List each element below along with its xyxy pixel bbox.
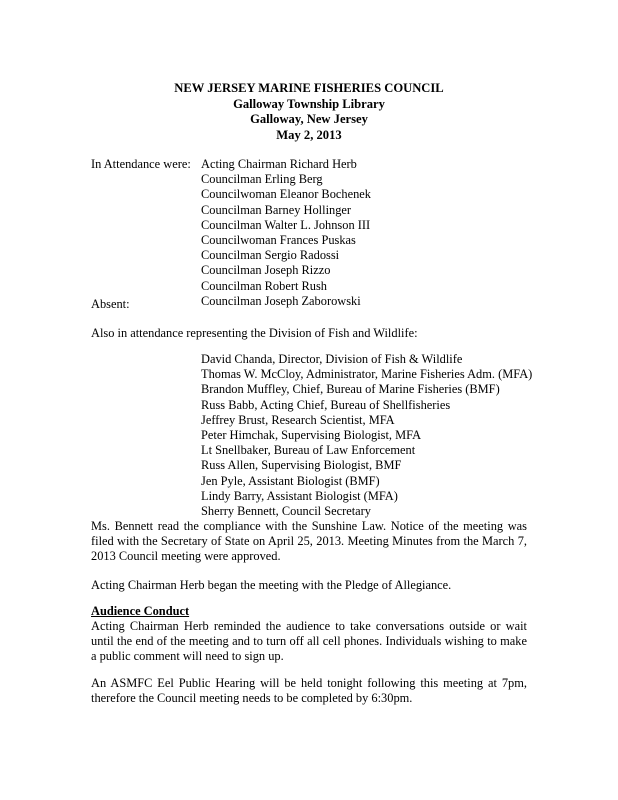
attendee: Councilman Joseph Rizzo — [201, 263, 331, 278]
attendee: Councilwoman Eleanor Bochenek — [201, 187, 371, 202]
meeting-date: May 2, 2013 — [276, 127, 342, 142]
staff-member: Russ Allen, Supervising Biologist, BMF — [201, 458, 402, 473]
audience-conduct-heading: Audience Conduct — [91, 604, 190, 618]
absent-label: Absent: — [91, 297, 130, 311]
staff-member: Jen Pyle, Assistant Biologist (BMF) — [201, 473, 380, 488]
staff-member: Lt Snellbaker, Bureau of Law Enforcement — [201, 443, 416, 458]
division-intro: Also in attendance representing the Division of Fish and Wildlife: — [91, 326, 418, 340]
attendee: Councilman Sergio Radossi — [201, 248, 340, 263]
attendee: Acting Chairman Richard Herb — [201, 157, 357, 171]
attendee: Councilman Joseph Zaborowski — [201, 293, 361, 308]
attendee: Councilman Robert Rush — [201, 278, 327, 293]
staff-member: Thomas W. McCloy, Administrator, Marine Fisheries Adm. (MFA) — [201, 367, 533, 382]
staff-member: Peter Himchak, Supervising Biologist, MFA — [201, 428, 422, 443]
staff-member: Jeffrey Brust, Research Scientist, MFA — [201, 412, 395, 427]
staff-member: Lindy Barry, Assistant Biologist (MFA) — [201, 488, 398, 503]
attendee: Councilman Walter L. Johnson III — [201, 217, 371, 232]
attendee: Councilman Erling Berg — [201, 172, 323, 187]
pledge-paragraph: Acting Chairman Herb began the meeting with the Pledge of Allegiance. — [91, 578, 452, 592]
document-header — [0, 81, 618, 143]
attendance-list — [201, 157, 371, 309]
attendance-label: In Attendance were: — [91, 157, 191, 171]
sunshine-law-paragraph: Ms. Bennett read the compliance with the Sunshine Law. Notice of the meeting was filed with the Secretary of State on April 25, 2013. Meeting Minutes from the March 7, 2013 Council meeting were approved. — [91, 519, 527, 564]
staff-member: Brandon Muffley, Chief, Bureau of Marine Fisheries (BMF) — [201, 382, 500, 397]
audience-conduct-paragraph: Acting Chairman Herb reminded the audience to take conversations outside or wait until the end of the meeting and to turn off all cell phones. Individuals wishing to make a public comment will need to sign up. — [91, 619, 527, 664]
meeting-location: Galloway Township Library — [233, 96, 385, 111]
attendee: Councilman Barney Hollinger — [201, 202, 352, 217]
staff-member: Russ Babb, Acting Chief, Bureau of Shellfisheries — [201, 397, 451, 412]
staff-member: Sherry Bennett, Council Secretary — [201, 504, 371, 519]
division-staff-list — [201, 352, 532, 519]
attendee: Councilwoman Frances Puskas — [201, 233, 356, 248]
council-title: NEW JERSEY MARINE FISHERIES COUNCIL — [174, 81, 444, 95]
meeting-city: Galloway, New Jersey — [250, 112, 368, 127]
staff-member: David Chanda, Director, Division of Fish & Wildlife — [201, 352, 463, 366]
asmfc-hearing-paragraph: An ASMFC Eel Public Hearing will be held tonight following this meeting at 7pm, therefore the Council meeting needs to be completed by 6:30pm. — [91, 676, 527, 706]
